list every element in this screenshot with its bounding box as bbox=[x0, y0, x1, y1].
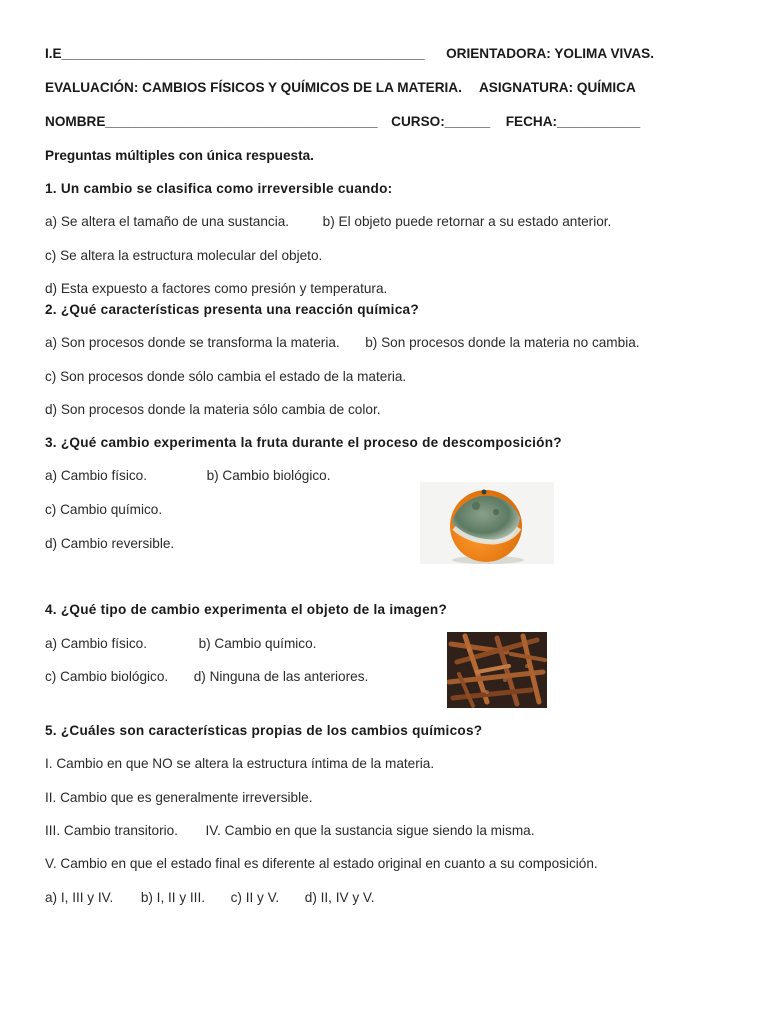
header-row-1 bbox=[45, 46, 654, 61]
q1-option-a: a) Se altera el tamaño de una sustancia. bbox=[45, 214, 290, 229]
question-3: 3. ¿Qué cambio experimenta la fruta durante el proceso de descomposición? bbox=[45, 435, 562, 450]
q4-option-b: b) Cambio químico. bbox=[198, 636, 317, 651]
question-4-row-ab bbox=[45, 636, 316, 651]
nombre-field: NOMBRE____________________________________ bbox=[45, 114, 378, 129]
q2-option-a: a) Son procesos donde se transforma la materia. bbox=[45, 335, 340, 350]
q5-statement-v: V. Cambio en que el estado final es diferente al estado original en cuanto a su composición. bbox=[45, 856, 598, 871]
ie-field: I.E________________________________________________ bbox=[45, 46, 425, 61]
q2-option-b: b) Son procesos donde la materia no cambia. bbox=[365, 335, 640, 350]
rusty-nails-image bbox=[447, 632, 547, 708]
q3-option-a: a) Cambio físico. bbox=[45, 468, 147, 483]
q1-option-d: d) Esta expuesto a factores como presión y temperatura. bbox=[45, 281, 388, 296]
q5-statement-iii: III. Cambio transitorio. bbox=[45, 823, 178, 838]
header-row-2 bbox=[45, 80, 636, 95]
q5-statement-ii: II. Cambio que es generalmente irreversible. bbox=[45, 790, 313, 805]
instructions: Preguntas múltiples con única respuesta. bbox=[45, 148, 314, 163]
fecha-field: FECHA:___________ bbox=[505, 114, 641, 129]
q1-option-b: b) El objeto puede retornar a su estado anterior. bbox=[322, 214, 612, 229]
question-2: 2. ¿Qué características presenta una reacción química? bbox=[45, 302, 419, 317]
question-3-row-ab bbox=[45, 468, 330, 483]
q2-option-d: d) Son procesos donde la materia sólo cambia de color. bbox=[45, 402, 381, 417]
question-1-row-ab bbox=[45, 214, 611, 229]
asignatura-label: ASIGNATURA: QUÍMICA bbox=[478, 80, 636, 95]
question-5-options bbox=[45, 890, 375, 905]
curso-field: CURSO:______ bbox=[391, 114, 491, 129]
q2-option-c: c) Son procesos donde sólo cambia el estado de la materia. bbox=[45, 369, 407, 384]
question-5: 5. ¿Cuáles son características propias de los cambios químicos? bbox=[45, 723, 483, 738]
q5-option-a: a) I, III y IV. bbox=[45, 890, 114, 905]
q5-statement-i: I. Cambio en que NO se altera la estructura íntima de la materia. bbox=[45, 756, 435, 771]
orientadora-label: ORIENTADORA: YOLIMA VIVAS. bbox=[446, 46, 655, 61]
header-row-3 bbox=[45, 114, 640, 129]
q3-option-c: c) Cambio químico. bbox=[45, 502, 163, 517]
question-4-row-cd bbox=[45, 669, 368, 684]
q4-option-a: a) Cambio físico. bbox=[45, 636, 147, 651]
q5-option-d: d) II, IV y V. bbox=[304, 890, 375, 905]
evaluacion-title: EVALUACIÓN: CAMBIOS FÍSICOS Y QUÍMICOS DE LA MATERIA. bbox=[45, 80, 462, 95]
q3-option-d: d) Cambio reversible. bbox=[45, 536, 175, 551]
q5-option-c: c) II y V. bbox=[230, 890, 280, 905]
moldy-orange-icon bbox=[420, 482, 554, 564]
moldy-orange-image bbox=[420, 482, 554, 564]
question-1: 1. Un cambio se clasifica como irreversible cuando: bbox=[45, 181, 393, 196]
q3-option-b: b) Cambio biológico. bbox=[206, 468, 331, 483]
q5-option-b: b) I, II y III. bbox=[140, 890, 206, 905]
rusty-nails-icon bbox=[447, 632, 547, 708]
q5-statement-iv: IV. Cambio en que la sustancia sigue siendo la misma. bbox=[205, 823, 535, 838]
q4-option-d: d) Ninguna de las anteriores. bbox=[193, 669, 369, 684]
question-2-row-ab bbox=[45, 335, 640, 350]
question-4: 4. ¿Qué tipo de cambio experimenta el objeto de la imagen? bbox=[45, 602, 448, 617]
q4-option-c: c) Cambio biológico. bbox=[45, 669, 169, 684]
q5-statement-row-iii-iv bbox=[45, 823, 534, 838]
q1-option-c: c) Se altera la estructura molecular del objeto. bbox=[45, 248, 323, 263]
